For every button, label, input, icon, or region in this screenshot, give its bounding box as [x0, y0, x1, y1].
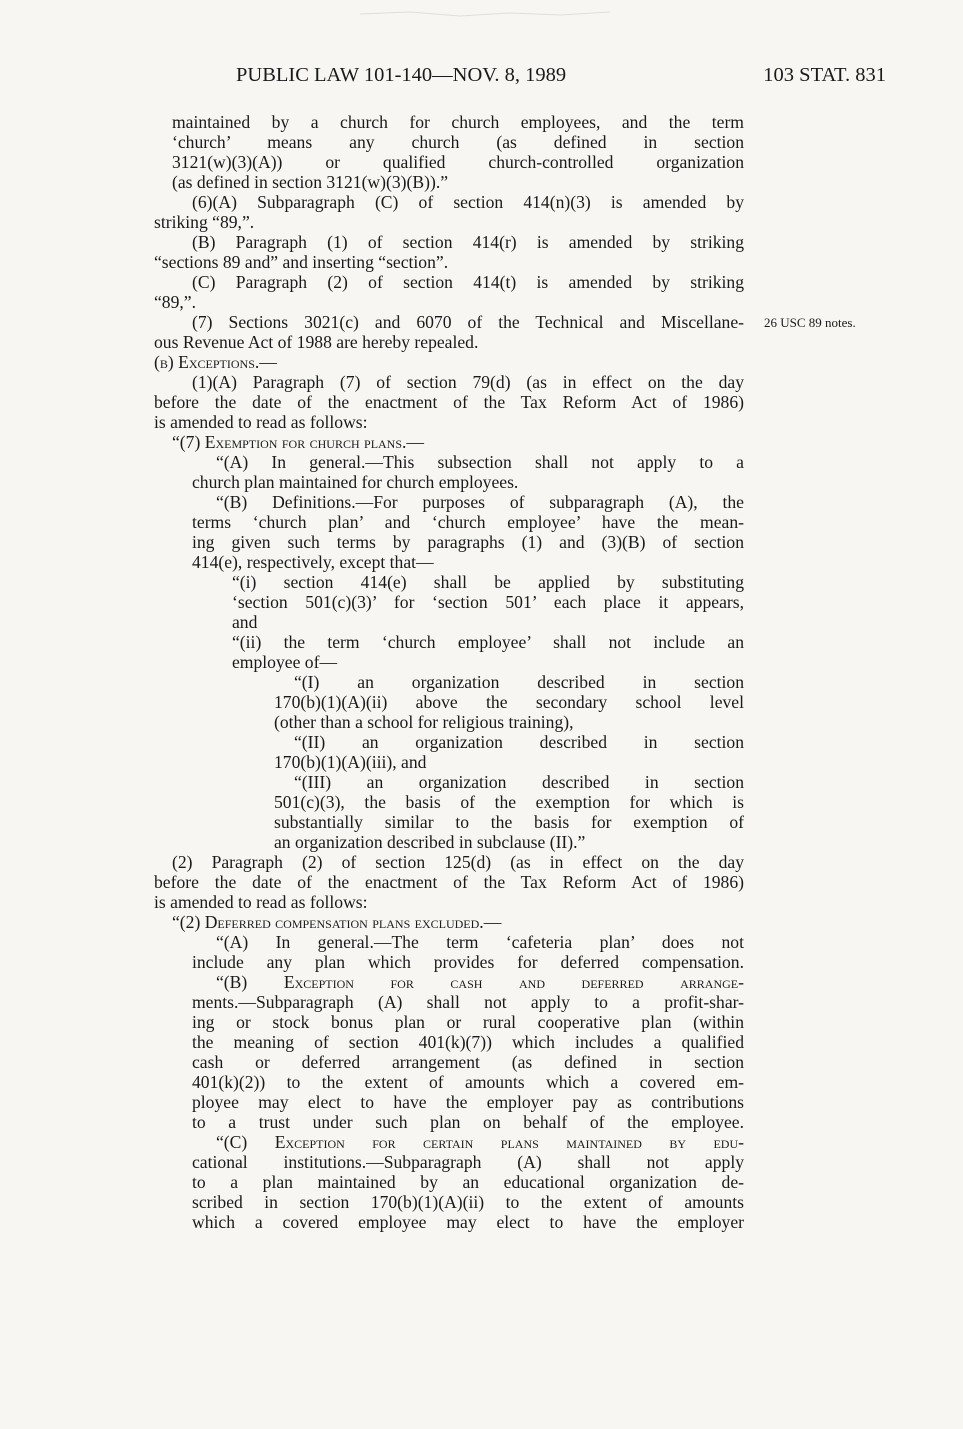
subsection-heading: “(2) Deferred compensation plans excluded.— — [172, 912, 502, 932]
text-line: scribed in section 170(b)(1)(A)(ii) to the extent of amounts — [192, 1192, 744, 1212]
text-line: “(A) In general.—The term ‘cafeteria plan’ does not — [216, 932, 744, 952]
scan-artifact — [350, 4, 650, 24]
text-line: “(B) Definitions.—For purposes of subparagraph (A), the — [216, 492, 744, 512]
text-line: 401(k)(2)) to the extent of amounts which a covered em- — [192, 1072, 744, 1092]
text-line: which a covered employee may elect to have the employer — [192, 1212, 744, 1232]
text-line: “(II) an organization described in section — [294, 732, 744, 752]
text-line: “(C) Exception for certain plans maintained by edu- — [216, 1132, 744, 1152]
text-line: cash or deferred arrangement (as defined in section — [192, 1052, 744, 1072]
text-line: 3121(w)(3)(A)) or qualified church-controlled organization — [172, 152, 744, 172]
text-line: “(III) an organization described in section — [294, 772, 744, 792]
text-line: ing or stock bonus plan or rural cooperative plan (within — [192, 1012, 744, 1032]
text-line: 170(b)(1)(A)(ii) above the secondary school level — [274, 692, 744, 712]
text-line: (B) Paragraph (1) of section 414(r) is amended by striking — [192, 232, 744, 252]
text-line: “89,”. — [154, 292, 197, 312]
text-line: to a trust under such plan on behalf of the employee. — [192, 1112, 744, 1132]
text-line: is amended to read as follows: — [154, 412, 368, 432]
text-line: “(A) In general.—This subsection shall not apply to a — [216, 452, 744, 472]
text-line: (1)(A) Paragraph (7) of section 79(d) (as in effect on the day — [192, 372, 744, 392]
text-line: the meaning of section 401(k)(7)) which includes a qualified — [192, 1032, 744, 1052]
stat-page-number: 103 STAT. 831 — [763, 64, 886, 86]
text-line: striking “89,”. — [154, 212, 255, 232]
text-line: “(B) Exception for cash and deferred arrange- — [216, 972, 744, 992]
section-heading: (b) Exceptions.— — [154, 352, 277, 372]
text-line: include any plan which provides for deferred compensation. — [192, 952, 744, 972]
text-line: (2) Paragraph (2) of section 125(d) (as in effect on the day — [172, 852, 744, 872]
text-line: terms ‘church plan’ and ‘church employee’ have the mean- — [192, 512, 744, 532]
text-line: (as defined in section 3121(w)(3)(B)).” — [172, 172, 449, 192]
text-line: and — [232, 612, 258, 632]
text-line: to a plan maintained by an educational organization de- — [192, 1172, 744, 1192]
text-line: (6)(A) Subparagraph (C) of section 414(n)(3) is amended by — [192, 192, 744, 212]
text-line: cational institutions.—Subparagraph (A) shall not apply — [192, 1152, 744, 1172]
subsection-heading: “(7) Exemption for church plans.— — [172, 432, 425, 452]
text-line: 501(c)(3), the basis of the exemption for which is — [274, 792, 744, 812]
text-line: maintained by a church for church employees, and the term — [172, 112, 744, 132]
page-header — [236, 62, 886, 88]
text-line: “sections 89 and” and inserting “section”. — [154, 252, 449, 272]
text-line: (other than a school for religious training), — [274, 712, 574, 732]
text-line: “(ii) the term ‘church employee’ shall not include an — [232, 632, 744, 652]
text-line: ing given such terms by paragraphs (1) and (3)(B) of section — [192, 532, 744, 552]
text-line: church plan maintained for church employees. — [192, 472, 519, 492]
text-line: “(I) an organization described in section — [294, 672, 744, 692]
law-title: PUBLIC LAW 101-140—NOV. 8, 1989 — [236, 64, 567, 86]
text-line: (7) Sections 3021(c) and 6070 of the Technical and Miscellane- — [192, 312, 744, 332]
text-line: “(i) section 414(e) shall be applied by substituting — [232, 572, 744, 592]
text-line: substantially similar to the basis for exemption of — [274, 812, 744, 832]
text-line: before the date of the enactment of the Tax Reform Act of 1986) — [154, 872, 744, 892]
text-line: 170(b)(1)(A)(iii), and — [274, 752, 427, 772]
text-line: ‘church’ means any church (as defined in section — [172, 132, 744, 152]
text-line: ployee may elect to have the employer pay as contributions — [192, 1092, 744, 1112]
text-line: 414(e), respectively, except that— — [192, 552, 434, 572]
text-line: ous Revenue Act of 1988 are hereby repealed. — [154, 332, 479, 352]
text-line: employee of— — [232, 652, 338, 672]
margin-note: 26 USC 89 notes. — [764, 315, 856, 330]
text-line: ments.—Subparagraph (A) shall not apply to a profit-shar- — [192, 992, 744, 1012]
text-line: is amended to read as follows: — [154, 892, 368, 912]
text-line: ‘section 501(c)(3)’ for ‘section 501’ each place it appears, — [232, 592, 744, 612]
text-line: an organization described in subclause (II).” — [274, 832, 586, 852]
text-line: before the date of the enactment of the Tax Reform Act of 1986) — [154, 392, 744, 412]
text-line: (C) Paragraph (2) of section 414(t) is amended by striking — [192, 272, 744, 292]
statute-body — [154, 112, 744, 1232]
